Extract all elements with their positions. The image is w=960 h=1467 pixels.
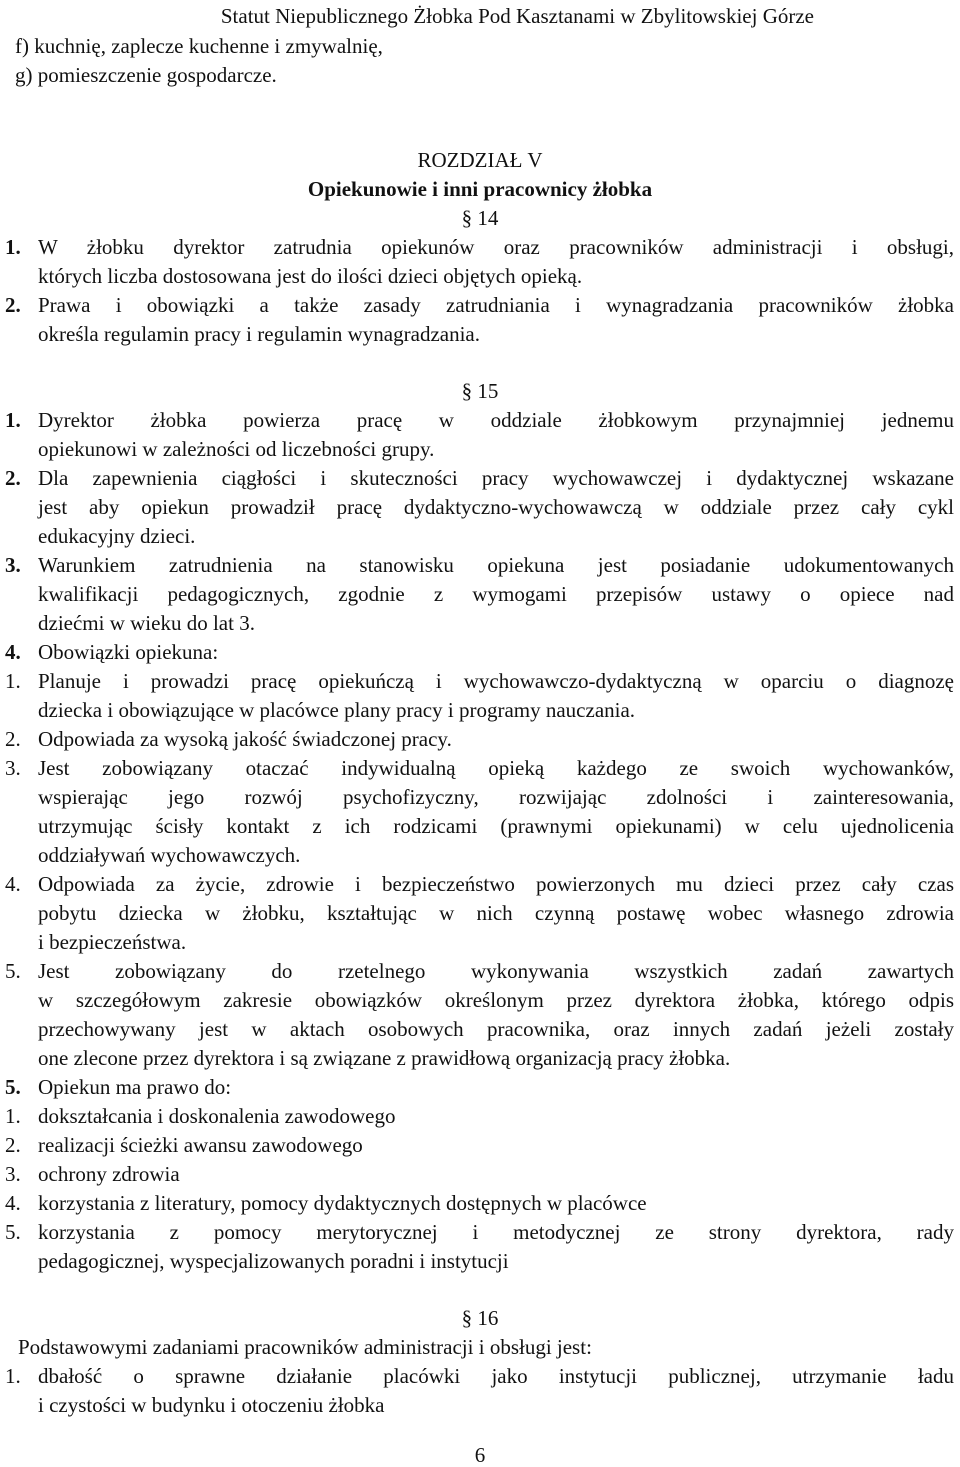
paragraph-line: realizacji ścieżki awansu zawodowego [38,1133,363,1157]
item-number: 4. [5,1191,21,1215]
list-item-g: g) pomieszczenie gospodarcze. [15,63,277,87]
item-number: 1. [5,235,21,259]
paragraph-line: dziecka i obowiązujące w placówce plany pracy i programy nauczania. [38,698,636,722]
section-heading-16: § 16 [461,1306,499,1330]
paragraph-line: korzystania z literatury, pomocy dydaktycznych dostępnych w placówce [38,1191,647,1215]
paragraph-line: jest aby opiekun prowadził pracę dydaktyczno-wychowawczą w oddziale przez cały cykl [38,495,954,519]
paragraph-line: i czystości w budynku i otoczeniu żłobka [38,1393,385,1417]
paragraph-line: wspierając jego rozwój psychofizyczny, rozwijając zdolności i zainteresowania, [38,785,954,809]
paragraph-line: one zlecone przez dyrektora i są związane z prawidłową organizacją pracy żłobka. [38,1046,731,1070]
paragraph-line: Dla zapewnienia ciągłości i skuteczności pracy wychowawczej i dydaktycznej wskazane [38,466,954,490]
paragraph-line: i bezpieczeństwa. [38,930,187,954]
section-heading-14: § 14 [461,206,499,230]
item-number: 1. [5,408,21,432]
item-number: 5. [5,1075,21,1099]
paragraph-line: dziećmi w wieku do lat 3. [38,611,255,635]
chapter-title: Opiekunowie i inni pracownicy żłobka [307,177,653,201]
paragraph-line: Podstawowymi zadaniami pracowników administracji i obsługi jest: [18,1335,592,1359]
paragraph-line: korzystania z pomocy merytorycznej i metodycznej ze strony dyrektora, rady [38,1220,954,1244]
paragraph-line: Planuje i prowadzi pracę opiekuńczą i wychowawczo-dydaktyczną w oparciu o diagnozę [38,669,954,693]
item-number: 5. [5,959,21,983]
paragraph-line: pobytu dziecka w żłobku, kształtując w nich czynną postawę wobec własnego zdrowia [38,901,954,925]
item-number: 3. [5,553,21,577]
paragraph-line: przechowywany jest w aktach osobowych pracownika, oraz innych zadań jeżeli zostały [38,1017,954,1041]
item-number: 5. [5,1220,21,1244]
item-number: 1. [5,669,21,693]
paragraph-line: kwalifikacji pedagogicznych, zgodnie z wymogami przepisów ustawy o opiece nad [38,582,954,606]
list-item-f: f) kuchnię, zaplecze kuchenne i zmywalnię, [15,34,383,58]
paragraph-line: Opiekun ma prawo do: [38,1075,232,1099]
paragraph-line: Prawa i obowiązki a także zasady zatrudniania i wynagradzania pracowników żłobka [38,293,954,317]
item-number: 2. [5,293,21,317]
paragraph-line: Jest zobowiązany do rzetelnego wykonywania wszystkich zadań zawartych [38,959,954,983]
paragraph-line: W żłobku dyrektor zatrudnia opiekunów oraz pracowników administracji i obsługi, [38,235,954,259]
section-heading-15: § 15 [461,379,499,403]
paragraph-line: Warunkiem zatrudnienia na stanowisku opiekuna jest posiadanie udokumentowanych [38,553,954,577]
item-number: 2. [5,1133,21,1157]
paragraph-line: Obowiązki opiekuna: [38,640,219,664]
paragraph-line: Odpowiada za życie, zdrowie i bezpieczeństwo powierzonych mu dzieci przez cały czas [38,872,954,896]
item-number: 1. [5,1104,21,1128]
item-number: 4. [5,872,21,896]
paragraph-line: utrzymując ścisły kontakt z ich rodzicami (prawnymi opiekunami) w celu ujednolicenia [38,814,954,838]
paragraph-line: których liczba dostosowana jest do ilości dzieci objętych opieką. [38,264,583,288]
paragraph-line: edukacyjny dzieci. [38,524,196,548]
paragraph-line: oddziaływań wychowawczych. [38,843,301,867]
paragraph-line: pedagogicznej, wyspecjalizowanych poradni i instytucji [38,1249,509,1273]
paragraph-line: dbałość o sprawne działanie placówki jako instytucji publicznej, utrzymanie ładu [38,1364,954,1388]
item-number: 3. [5,1162,21,1186]
paragraph-line: Jest zobowiązany otaczać indywidualną opieką każdego ze swoich wychowanków, [38,756,954,780]
item-number: 2. [5,727,21,751]
item-number: 4. [5,640,21,664]
chapter-number: ROZDZIAŁ V [417,148,543,172]
page-number: 6 [474,1443,486,1467]
item-number: 1. [5,1364,21,1388]
item-number: 2. [5,466,21,490]
paragraph-line: dokształcania i doskonalenia zawodowego [38,1104,396,1128]
running-header: Statut Niepublicznego Żłobka Pod Kasztanami w Zbylitowskiej Górze [220,4,814,28]
paragraph-line: opiekunowi w zależności od liczebności grupy. [38,437,435,461]
paragraph-line: ochrony zdrowia [38,1162,180,1186]
paragraph-line: określa regulamin pracy i regulamin wynagradzania. [38,322,480,346]
paragraph-line: Odpowiada za wysoką jakość świadczonej pracy. [38,727,452,751]
paragraph-line: w szczegółowym zakresie obowiązków określonym przez dyrektora żłobka, którego odpis [38,988,954,1012]
item-number: 3. [5,756,21,780]
paragraph-line: Dyrektor żłobka powierza pracę w oddziale żłobkowym przynajmniej jednemu [38,408,954,432]
